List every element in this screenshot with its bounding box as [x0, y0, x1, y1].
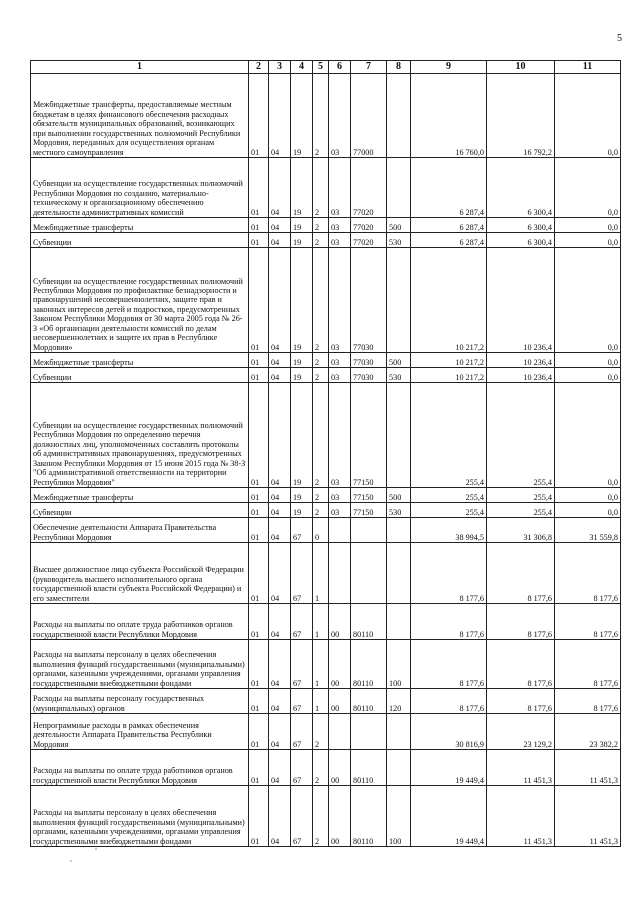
cell-col-3: 04 [269, 750, 291, 786]
table-row [31, 714, 621, 750]
cell-col-7: 80110 [351, 604, 387, 640]
cell-col-6: 03 [329, 383, 351, 488]
budget-table [30, 60, 621, 847]
cell-col-4: 19 [291, 233, 313, 248]
cell-col-6: 00 [329, 750, 351, 786]
cell-col-8: 500 [387, 488, 411, 503]
row-name: Непрограммные расходы в рамках обеспечения деятельности Аппарата Правительства Республики Мордовия [31, 714, 249, 750]
cell-col-6: 00 [329, 604, 351, 640]
table-row [31, 786, 621, 847]
cell-col-5: 2 [313, 353, 329, 368]
row-name: Субвенции [31, 503, 249, 518]
cell-col-11: 0,0 [555, 503, 621, 518]
cell-col-8 [387, 383, 411, 488]
cell-col-3: 04 [269, 518, 291, 543]
col-header-11: 11 [555, 61, 621, 74]
cell-col-3: 04 [269, 604, 291, 640]
table-row [31, 488, 621, 503]
cell-col-6 [329, 518, 351, 543]
cell-col-3: 04 [269, 503, 291, 518]
cell-col-10: 11 451,3 [487, 750, 555, 786]
cell-col-11: 0,0 [555, 368, 621, 383]
cell-col-10: 8 177,6 [487, 604, 555, 640]
cell-col-3: 04 [269, 233, 291, 248]
cell-col-8 [387, 248, 411, 353]
cell-col-6: 00 [329, 689, 351, 714]
cell-col-8: 500 [387, 353, 411, 368]
cell-col-6: 03 [329, 248, 351, 353]
cell-col-6: 03 [329, 218, 351, 233]
cell-col-9: 10 217,2 [411, 248, 487, 353]
cell-col-6: 03 [329, 503, 351, 518]
cell-col-6: 03 [329, 368, 351, 383]
cell-col-7: 77020 [351, 158, 387, 218]
cell-col-10: 10 236,4 [487, 248, 555, 353]
cell-col-2: 01 [249, 368, 269, 383]
cell-col-9: 6 287,4 [411, 218, 487, 233]
table-row [31, 383, 621, 488]
cell-col-8: 100 [387, 640, 411, 689]
page-number: 5 [617, 33, 622, 44]
table-row [31, 518, 621, 543]
col-header-7: 7 [351, 61, 387, 74]
cell-col-8: 500 [387, 218, 411, 233]
cell-col-10: 255,4 [487, 503, 555, 518]
cell-col-9: 8 177,6 [411, 543, 487, 604]
cell-col-2: 01 [249, 786, 269, 847]
cell-col-8: 120 [387, 689, 411, 714]
row-name: Расходы на выплаты по оплате труда работников органов государственной власти Республики Мордовия [31, 604, 249, 640]
cell-col-2: 01 [249, 543, 269, 604]
row-name: Межбюджетные трансферты [31, 218, 249, 233]
cell-col-4: 19 [291, 488, 313, 503]
table-row [31, 158, 621, 218]
cell-col-7 [351, 518, 387, 543]
cell-col-2: 01 [249, 714, 269, 750]
col-header-5: 5 [313, 61, 329, 74]
cell-col-11: 0,0 [555, 218, 621, 233]
cell-col-9: 38 994,5 [411, 518, 487, 543]
row-name: Обеспечение деятельности Аппарата Правительства Республики Мордовия [31, 518, 249, 543]
cell-col-2: 01 [249, 218, 269, 233]
cell-col-6: 00 [329, 640, 351, 689]
cell-col-3: 04 [269, 383, 291, 488]
cell-col-10: 31 306,8 [487, 518, 555, 543]
table-row [31, 604, 621, 640]
cell-col-7: 77150 [351, 488, 387, 503]
row-name: Расходы на выплаты персоналу в целях обеспечения выполнения функций государственными (муниципальными) органами, казенными учреждениями, органами управления государственными внебюджетными фондами [31, 640, 249, 689]
cell-col-9: 255,4 [411, 488, 487, 503]
row-name: Субвенции на осуществление государственных полномочий Республики Мордовия по профилактике безнадзорности и правонарушений несовершеннолетних, защите прав и законных интересов детей и подростков, предусмотренных Законом Республики Мордовия от 30 марта 2005 года № 26-З «Об организации деятельности комиссий по делам несовершеннолетних и защите их прав в Республике Мордовия» [31, 248, 249, 353]
cell-col-10: 8 177,6 [487, 689, 555, 714]
col-header-8: 8 [387, 61, 411, 74]
cell-col-5: 2 [313, 158, 329, 218]
cell-col-9: 8 177,6 [411, 689, 487, 714]
row-name: Межбюджетные трансферты [31, 353, 249, 368]
col-header-4: 4 [291, 61, 313, 74]
cell-col-8 [387, 543, 411, 604]
cell-col-7: 77030 [351, 368, 387, 383]
table-body [31, 74, 621, 847]
cell-col-7 [351, 543, 387, 604]
cell-col-5: 2 [313, 368, 329, 383]
cell-col-5: 1 [313, 689, 329, 714]
cell-col-2: 01 [249, 518, 269, 543]
cell-col-5: 2 [313, 218, 329, 233]
cell-col-6: 03 [329, 74, 351, 158]
cell-col-5: 2 [313, 233, 329, 248]
cell-col-4: 19 [291, 368, 313, 383]
cell-col-6: 03 [329, 233, 351, 248]
cell-col-7: 77000 [351, 74, 387, 158]
cell-col-4: 67 [291, 543, 313, 604]
row-name: Субвенции [31, 368, 249, 383]
cell-col-2: 01 [249, 158, 269, 218]
cell-col-5: 1 [313, 543, 329, 604]
cell-col-7: 77030 [351, 353, 387, 368]
cell-col-7: 80110 [351, 786, 387, 847]
cell-col-3: 04 [269, 74, 291, 158]
cell-col-6 [329, 714, 351, 750]
cell-col-8 [387, 604, 411, 640]
cell-col-11: 0,0 [555, 488, 621, 503]
cell-col-4: 67 [291, 518, 313, 543]
cell-col-10: 6 300,4 [487, 233, 555, 248]
cell-col-10: 6 300,4 [487, 218, 555, 233]
cell-col-9: 6 287,4 [411, 158, 487, 218]
cell-col-5: 2 [313, 503, 329, 518]
cell-col-4: 19 [291, 158, 313, 218]
row-name: Субвенции [31, 233, 249, 248]
cell-col-2: 01 [249, 640, 269, 689]
cell-col-7: 77150 [351, 383, 387, 488]
cell-col-4: 67 [291, 714, 313, 750]
cell-col-5: 2 [313, 383, 329, 488]
cell-col-2: 01 [249, 383, 269, 488]
cell-col-10: 23 129,2 [487, 714, 555, 750]
cell-col-3: 04 [269, 543, 291, 604]
cell-col-3: 04 [269, 640, 291, 689]
cell-col-9: 255,4 [411, 503, 487, 518]
col-header-2: 2 [249, 61, 269, 74]
cell-col-3: 04 [269, 714, 291, 750]
col-header-9: 9 [411, 61, 487, 74]
cell-col-5: 1 [313, 604, 329, 640]
cell-col-11: 0,0 [555, 383, 621, 488]
cell-col-9: 16 760,0 [411, 74, 487, 158]
cell-col-8: 530 [387, 368, 411, 383]
row-name: Расходы на выплаты персоналу государственных (муниципальных) органов [31, 689, 249, 714]
cell-col-10: 16 792,2 [487, 74, 555, 158]
col-header-1: 1 [31, 61, 249, 74]
cell-col-7: 80110 [351, 750, 387, 786]
cell-col-11: 8 177,6 [555, 689, 621, 714]
cell-col-11: 0,0 [555, 233, 621, 248]
cell-col-11: 31 559,8 [555, 518, 621, 543]
cell-col-5: 2 [313, 488, 329, 503]
table-row [31, 248, 621, 353]
cell-col-7: 77020 [351, 233, 387, 248]
cell-col-11: 11 451,3 [555, 750, 621, 786]
table-row [31, 353, 621, 368]
cell-col-11: 11 451,3 [555, 786, 621, 847]
cell-col-9: 6 287,4 [411, 233, 487, 248]
cell-col-3: 04 [269, 368, 291, 383]
cell-col-8: 530 [387, 503, 411, 518]
cell-col-6 [329, 543, 351, 604]
cell-col-10: 10 236,4 [487, 353, 555, 368]
scan-speck [95, 848, 97, 850]
cell-col-8 [387, 750, 411, 786]
cell-col-4: 67 [291, 604, 313, 640]
cell-col-6: 03 [329, 353, 351, 368]
cell-col-4: 67 [291, 689, 313, 714]
cell-col-3: 04 [269, 158, 291, 218]
cell-col-7 [351, 714, 387, 750]
cell-col-4: 19 [291, 218, 313, 233]
row-name: Субвенции на осуществление государственных полномочий Республики Мордовия по определению перечня должностных лиц, уполномоченных составлять протоколы об административных правонарушениях, предусмотренных Законом Республики Мордовия от 15 июня 2015 года № 38-З "Об административной ответственности на территории Республики Мордовия" [31, 383, 249, 488]
cell-col-11: 23 382,2 [555, 714, 621, 750]
cell-col-5: 0 [313, 518, 329, 543]
cell-col-4: 67 [291, 750, 313, 786]
cell-col-4: 67 [291, 640, 313, 689]
cell-col-8: 530 [387, 233, 411, 248]
cell-col-3: 04 [269, 786, 291, 847]
cell-col-11: 8 177,6 [555, 543, 621, 604]
cell-col-4: 19 [291, 503, 313, 518]
cell-col-9: 255,4 [411, 383, 487, 488]
cell-col-7: 77030 [351, 248, 387, 353]
cell-col-3: 04 [269, 689, 291, 714]
cell-col-11: 0,0 [555, 74, 621, 158]
row-name: Расходы на выплаты персоналу в целях обеспечения выполнения функций государственными (муниципальными) органами, казенными учреждениями, органами управления государственными внебюджетными фондами [31, 786, 249, 847]
cell-col-2: 01 [249, 353, 269, 368]
row-name: Межбюджетные трансферты [31, 488, 249, 503]
cell-col-9: 10 217,2 [411, 368, 487, 383]
cell-col-9: 30 816,9 [411, 714, 487, 750]
row-name: Субвенции на осуществление государственных полномочий Республики Мордовия по созданию, материально-техническому и организационному обеспечению деятельности административных комиссий [31, 158, 249, 218]
cell-col-10: 255,4 [487, 488, 555, 503]
cell-col-4: 19 [291, 248, 313, 353]
cell-col-8 [387, 518, 411, 543]
cell-col-8 [387, 158, 411, 218]
cell-col-10: 255,4 [487, 383, 555, 488]
cell-col-10: 8 177,6 [487, 543, 555, 604]
cell-col-5: 1 [313, 640, 329, 689]
row-name: Межбюджетные трансферты, предоставляемые местным бюджетам в целях финансового обеспечения расходных обязательств муниципальных образований, возникающих при выполнении государственных полномочий Республики Мордовия, переданных для осуществления органам местного самоуправления [31, 74, 249, 158]
cell-col-11: 8 177,6 [555, 640, 621, 689]
cell-col-2: 01 [249, 503, 269, 518]
table-row [31, 368, 621, 383]
cell-col-4: 19 [291, 353, 313, 368]
row-name: Расходы на выплаты по оплате труда работников органов государственной власти Республики Мордовия [31, 750, 249, 786]
cell-col-3: 04 [269, 353, 291, 368]
cell-col-3: 04 [269, 488, 291, 503]
cell-col-3: 04 [269, 248, 291, 353]
table-row [31, 640, 621, 689]
cell-col-10: 10 236,4 [487, 368, 555, 383]
col-header-6: 6 [329, 61, 351, 74]
col-header-10: 10 [487, 61, 555, 74]
cell-col-4: 19 [291, 74, 313, 158]
cell-col-11: 0,0 [555, 248, 621, 353]
cell-col-7: 77150 [351, 503, 387, 518]
cell-col-7: 77020 [351, 218, 387, 233]
cell-col-2: 01 [249, 689, 269, 714]
cell-col-2: 01 [249, 233, 269, 248]
cell-col-7: 80110 [351, 689, 387, 714]
table-row [31, 218, 621, 233]
cell-col-6: 03 [329, 488, 351, 503]
table-row [31, 503, 621, 518]
cell-col-2: 01 [249, 750, 269, 786]
cell-col-10: 6 300,4 [487, 158, 555, 218]
cell-col-11: 8 177,6 [555, 604, 621, 640]
cell-col-11: 0,0 [555, 353, 621, 368]
cell-col-4: 19 [291, 383, 313, 488]
cell-col-10: 11 451,3 [487, 786, 555, 847]
cell-col-5: 2 [313, 750, 329, 786]
table-row [31, 750, 621, 786]
cell-col-8 [387, 74, 411, 158]
cell-col-2: 01 [249, 488, 269, 503]
cell-col-2: 01 [249, 604, 269, 640]
cell-col-2: 01 [249, 74, 269, 158]
table-row [31, 543, 621, 604]
cell-col-5: 2 [313, 714, 329, 750]
col-header-3: 3 [269, 61, 291, 74]
cell-col-9: 19 449,4 [411, 786, 487, 847]
cell-col-8 [387, 714, 411, 750]
table-row [31, 233, 621, 248]
cell-col-6: 03 [329, 158, 351, 218]
cell-col-9: 8 177,6 [411, 640, 487, 689]
cell-col-10: 8 177,6 [487, 640, 555, 689]
cell-col-3: 04 [269, 218, 291, 233]
cell-col-9: 19 449,4 [411, 750, 487, 786]
scan-speck [70, 860, 72, 862]
table-row [31, 74, 621, 158]
cell-col-5: 2 [313, 786, 329, 847]
cell-col-8: 100 [387, 786, 411, 847]
cell-col-5: 2 [313, 248, 329, 353]
cell-col-4: 67 [291, 786, 313, 847]
header-row [31, 61, 621, 74]
cell-col-9: 10 217,2 [411, 353, 487, 368]
cell-col-2: 01 [249, 248, 269, 353]
cell-col-6: 00 [329, 786, 351, 847]
row-name: Высшее должностное лицо субъекта Российской Федерации (руководитель высшего исполнительного органа государственной власти субъекта Российской Федерации) и его заместители [31, 543, 249, 604]
table-row [31, 689, 621, 714]
cell-col-5: 2 [313, 74, 329, 158]
cell-col-11: 0,0 [555, 158, 621, 218]
cell-col-7: 80110 [351, 640, 387, 689]
cell-col-9: 8 177,6 [411, 604, 487, 640]
